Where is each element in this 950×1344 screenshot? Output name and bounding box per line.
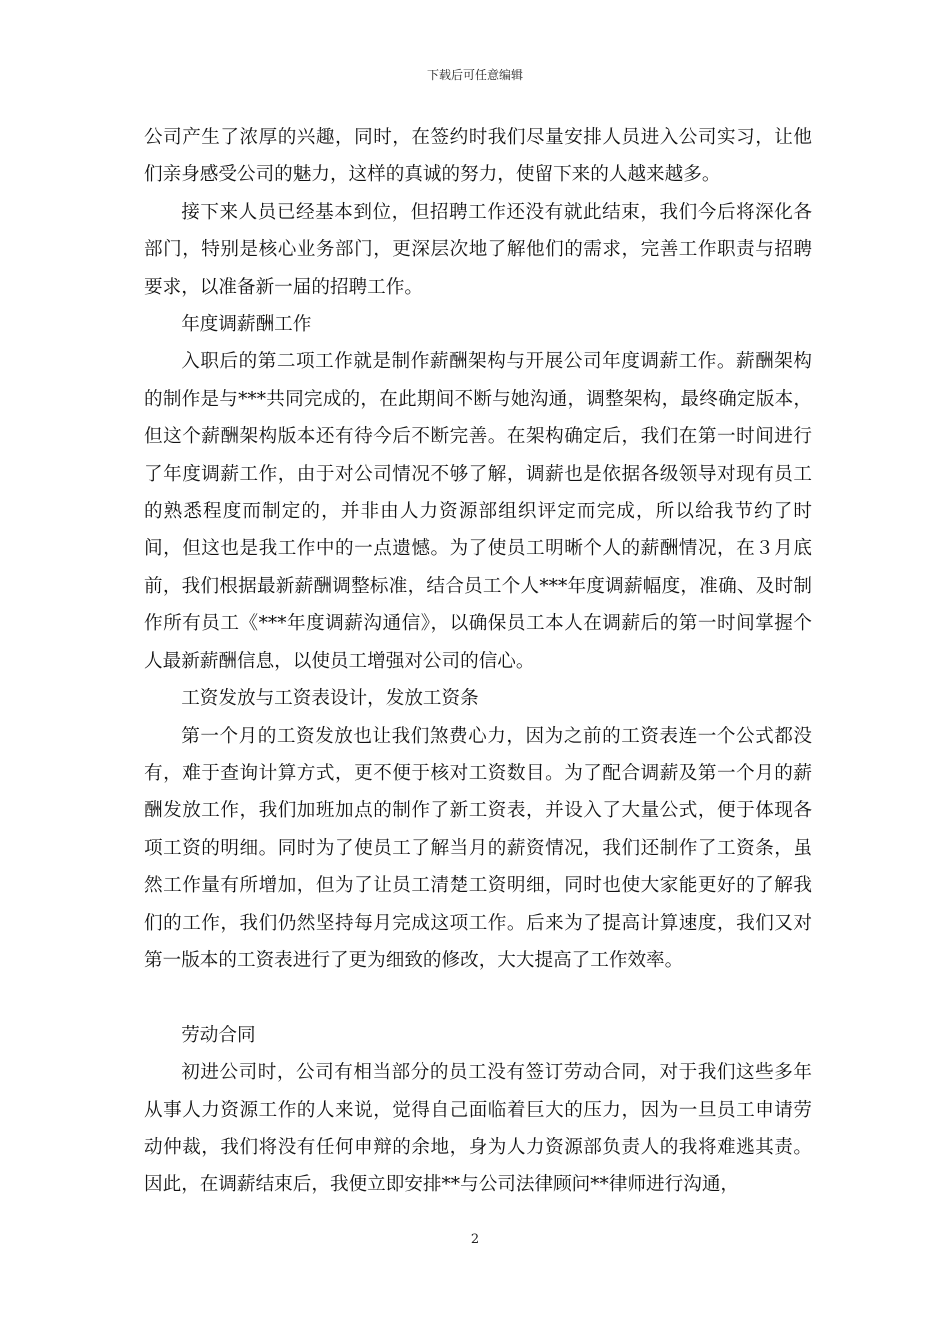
blank-line [144,979,812,1016]
paragraph: 第一个月的工资发放也让我们煞费心力，因为之前的工资表连一个公式都没有，难于查询计算方式，更不便于核对工资数目。为了配合调薪及第一个月的薪酬发放工作，我们加班加点的制作了新工资表，并设入了大量公式，便于体现各项工资的明细。同时为了使员工了解当月的薪资情况，我们还制作了工资条，虽然工作量有所增加，但为了让员工清楚工资明细，同时也使大家能更好的了解我们的工作，我们仍然坚持每月完成这项工作。后来为了提高计算速度，我们又对第一版本的工资表进行了更为细致的修改，大大提高了工作效率。 [144,725,812,971]
document-body [144,119,812,1204]
paragraph: 初进公司时，公司有相当部分的员工没有签订劳动合同，对于我们这些多年从事人力资源工作的人来说，觉得自己面临着巨大的压力，因为一旦员工申请劳动仲裁，我们将没有任何申辩的余地，身为人力资源部负责人的我将难逃其责。因此，在调薪结束后，我便立即安排**与公司法律顾问**律师进行沟通， [144,1062,812,1196]
page-number: 2 [470,1232,480,1247]
section-heading: 劳动合同 [181,1024,256,1046]
section-heading: 年度调薪酬工作 [181,314,312,336]
section-heading: 工资发放与工资表设计，发放工资条 [181,688,479,710]
paragraph: 入职后的第二项工作就是制作薪酬架构与开展公司年度调薪工作。薪酬架构的制作是与***共同完成的，在此期间不断与她沟通，调整架构，最终确定版本，但这个薪酬架构版本还有待今后不断完善。在架构确定后，我们在第一时间进行了年度调薪工作，由于对公司情况不够了解，调薪也是依据各级领导对现有员工的熟悉程度而制定的，并非由人力资源部组织评定而完成，所以给我节约了时间，但这也是我工作中的一点遗憾。为了使员工明晰个人的薪酬情况，在３月底前，我们根据最新薪酬调整标准，结合员工个人***年度调薪幅度，准确、及时制作所有员工《***年度调薪沟通信》，以确保员工本人在调薪后的第一时间掌握个人最新薪酬信息，以使员工增强对公司的信心。 [144,351,812,672]
paragraph: 接下来人员已经基本到位，但招聘工作还没有就此结束，我们今后将深化各部门，特别是核心业务部门，更深层次地了解他们的需求，完善工作职责与招聘要求，以准备新一届的招聘工作。 [144,201,812,298]
page-header: 下载后可任意编辑 [426,68,523,82]
paragraph: 公司产生了浓厚的兴趣，同时，在签约时我们尽量安排人员进入公司实习，让他们亲身感受公司的魅力，这样的真诚的努力，使留下来的人越来越多。 [144,127,812,186]
